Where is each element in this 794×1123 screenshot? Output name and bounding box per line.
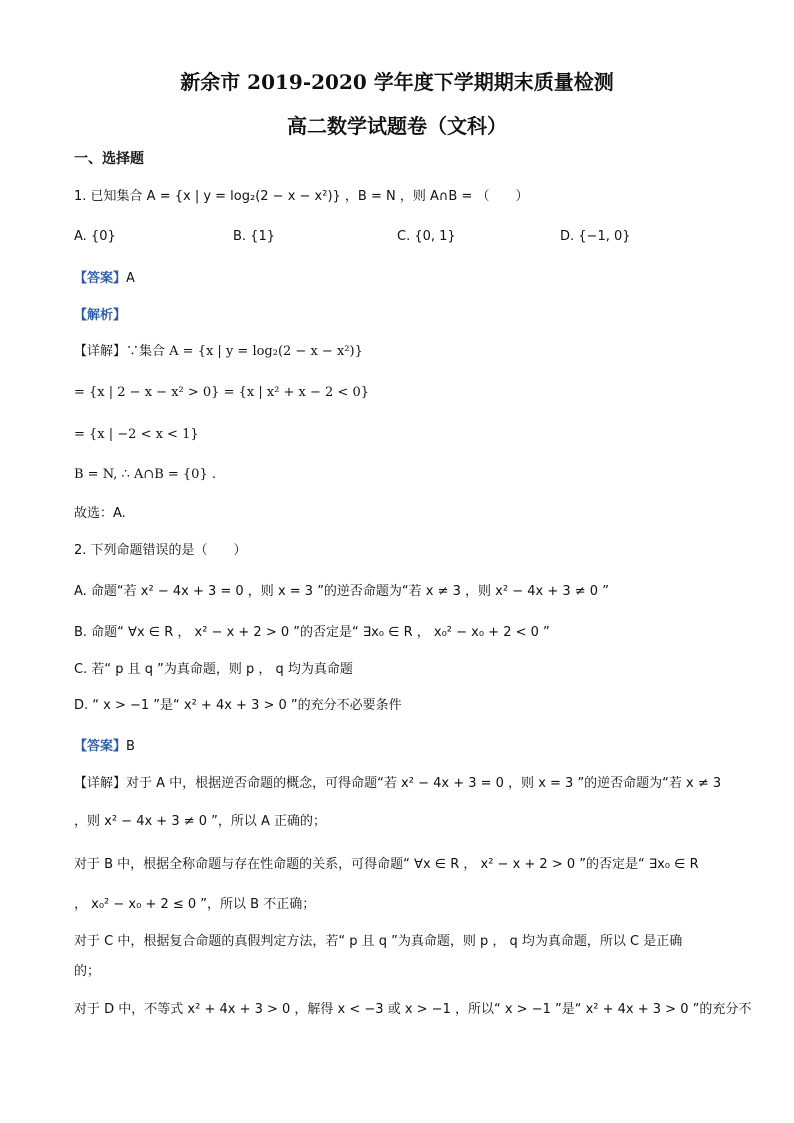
detail-text: ∵集合 A = {x | y = log₂(2 − x − x²)} xyxy=(126,344,363,359)
q2-answer xyxy=(74,739,135,755)
answer-value: A xyxy=(126,271,135,286)
q2-detail-line-6: 的； xyxy=(74,964,101,979)
detail-text: 对于 A 中，根据逆否命题的概念，可得命题“若 x² − 4x + 3 = 0 ，则 x = 3 ”的逆否命题为“若 x ≠ 3 xyxy=(126,776,722,791)
q1-detail-line-2: = {x | 2 − x − x² > 0} = {x | x² + x − 2 < 0} xyxy=(74,385,369,400)
q1-detail-line-3: = {x | −2 < x < 1} xyxy=(74,427,199,442)
q2-detail-line-3: 对于 B 中，根据全称命题与存在性命题的关系，可得命题“ ∀x ∈ R ， x² − x + 2 > 0 ”的否定是“ ∃x₀ ∈ R xyxy=(74,857,699,872)
detail-tag: 【详解】 xyxy=(74,344,127,359)
q1-analysis-tag: 【解析】 xyxy=(74,308,127,323)
q1-detail-line-5: 故选：A. xyxy=(74,506,126,521)
answer-value: B xyxy=(126,739,135,754)
q2-detail-line-1 xyxy=(74,776,721,792)
question-1-stem: 1. 已知集合 A = {x | y = log₂(2 − x − x²)} ，B = N ，则 A∩B = （ ） xyxy=(74,189,529,204)
q1-detail-line-1 xyxy=(74,344,363,360)
document-title: 新余市 2019-2020 学年度下学期期末质量检测 xyxy=(180,70,614,94)
q2-option-b: B. 命题“ ∀x ∈ R ， x² − x + 2 > 0 ”的否定是“ ∃x₀ ∈ R ， x₀² − x₀ + 2 < 0 ” xyxy=(74,625,550,640)
answer-tag: 【答案】 xyxy=(74,271,127,286)
answer-tag: 【答案】 xyxy=(74,739,127,754)
q2-detail-line-7: 对于 D 中，不等式 x² + 4x + 3 > 0 ，解得 x < −3 或 x > −1 ，所以“ x > −1 ”是“ x² + 4x + 3 > 0 ”的充分不 xyxy=(74,1002,752,1017)
detail-tag: 【详解】 xyxy=(74,776,127,791)
q1-answer xyxy=(74,271,135,287)
q2-option-c: C. 若“ p 且 q ”为真命题，则 p ， q 均为真命题 xyxy=(74,662,353,677)
q2-detail-line-2: ，则 x² − 4x + 3 ≠ 0 ”，所以 A 正确的； xyxy=(74,814,327,829)
q1-option-d: D. {−1, 0} xyxy=(560,229,631,244)
section-heading: 一、选择题 xyxy=(74,151,144,167)
q1-option-b: B. {1} xyxy=(233,229,275,244)
q2-detail-line-4: ， x₀² − x₀ + 2 ≤ 0 ”，所以 B 不正确； xyxy=(74,897,316,912)
q1-option-a: A. {0} xyxy=(74,229,116,244)
document-subtitle: 高二数学试题卷（文科） xyxy=(287,114,507,138)
q2-option-d: D. “ x > −1 ”是“ x² + 4x + 3 > 0 ”的充分不必要条件 xyxy=(74,698,402,713)
q1-detail-line-4: B = N, ∴ A∩B = {0} . xyxy=(74,467,216,482)
q1-option-c: C. {0, 1} xyxy=(397,229,456,244)
q2-detail-line-5: 对于 C 中，根据复合命题的真假判定方法，若“ p 且 q ”为真命题，则 p ， q 均为真命题，所以 C 是正确 xyxy=(74,934,683,949)
q2-option-a: A. 命题“若 x² − 4x + 3 = 0 ，则 x = 3 ”的逆否命题为“若 x ≠ 3 ，则 x² − 4x + 3 ≠ 0 ” xyxy=(74,584,609,599)
question-2-stem: 2. 下列命题错误的是（ ） xyxy=(74,543,247,558)
